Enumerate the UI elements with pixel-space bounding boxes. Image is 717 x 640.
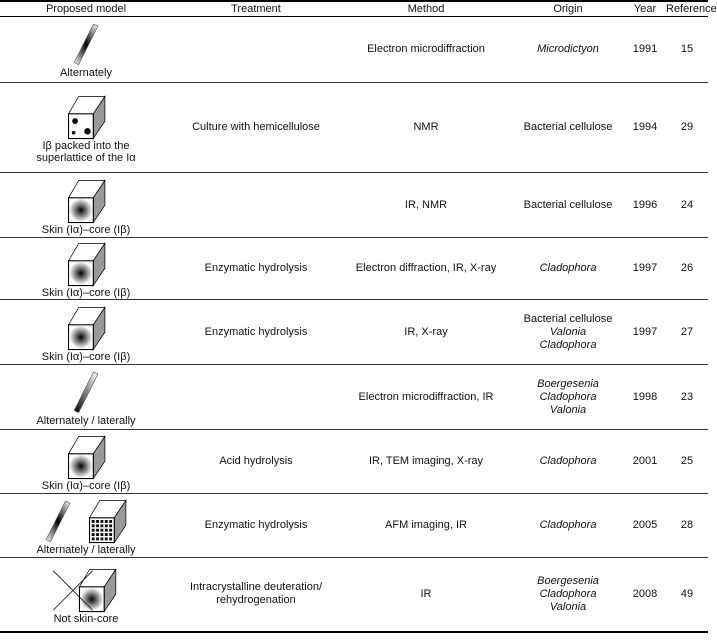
reference-cell: 25 [666, 430, 708, 494]
origin-item: Cladophora [539, 587, 597, 600]
treatment-cell: Acid hydrolysis [172, 430, 340, 494]
treatment-cell: Culture with hemicellulose [172, 83, 340, 173]
origin-item: Boergesenia [537, 377, 599, 390]
model-label: Iβ packed into the [42, 140, 130, 152]
proposed-model-cell [0, 83, 172, 173]
origin-item: Bacterial cellulose [523, 121, 613, 133]
microfibril-dots-icon [64, 92, 108, 140]
table-row [0, 430, 708, 494]
proposed-model-cell [0, 494, 172, 558]
year-cell: 1996 [624, 173, 666, 238]
model-label: Skin (Iα)–core (Iβ) [41, 223, 131, 236]
grid-microfibril-icon [85, 496, 129, 544]
method-cell: Electron diffraction, IR, X-ray [340, 238, 512, 300]
table-row [0, 83, 708, 173]
table-row [0, 300, 708, 365]
alternating-strip-icon [43, 498, 73, 544]
model-label: Not skin-core [53, 612, 119, 625]
method-cell: IR, X-ray [340, 300, 512, 365]
method-cell: Electron microdiffraction, IR [340, 365, 512, 430]
reference-cell: 28 [666, 494, 708, 558]
reference-cell: 29 [666, 83, 708, 173]
origin-item: Cladophora [539, 455, 597, 467]
method-cell: Electron microdiffraction [340, 17, 512, 83]
reference-cell: 49 [666, 558, 708, 632]
not-skin-core-icon [46, 565, 126, 613]
skin-core-microfibril-icon [64, 239, 108, 287]
method-cell: NMR [340, 83, 512, 173]
treatment-cell: Enzymatic hydrolysis [172, 300, 340, 365]
year-cell: 2005 [624, 494, 666, 558]
reference-cell: 15 [666, 17, 708, 83]
reference-cell: 27 [666, 300, 708, 365]
year-cell: 1997 [624, 238, 666, 300]
origin-cell [512, 83, 624, 173]
model-label: superlattice of the Iα [36, 152, 136, 164]
table-row [0, 173, 708, 238]
model-label: Skin (Iα)–core (Iβ) [41, 480, 131, 492]
model-label: Alternately [60, 67, 112, 79]
year-cell: 1998 [624, 365, 666, 430]
table-row [0, 17, 708, 83]
origin-item: Valonia [549, 403, 587, 416]
origin-item: Bacterial cellulose [523, 312, 613, 325]
origin-cell [512, 558, 624, 632]
proposed-model-cell [0, 17, 172, 83]
proposed-model-cell [0, 300, 172, 365]
table-row [0, 558, 708, 632]
origin-item: Cladophora [539, 262, 597, 274]
origin-item: Valonia [549, 325, 587, 338]
header-origin: Origin [512, 1, 624, 17]
model-label: Alternately / laterally [36, 544, 136, 556]
year-cell: 1997 [624, 300, 666, 365]
header-treatment: Treatment [172, 1, 340, 17]
treatment-cell: Intracrystalline deuteration/ rehydrogenation [172, 558, 340, 632]
treatment-cell [172, 365, 340, 430]
header-proposed-model: Proposed model [0, 1, 172, 17]
model-label: Skin (Iα)–core (Iβ) [41, 350, 131, 363]
skin-core-microfibril-icon [64, 303, 108, 351]
origin-cell [512, 430, 624, 494]
origin-cell [512, 238, 624, 300]
year-cell: 2008 [624, 558, 666, 632]
skin-core-microfibril-icon [64, 432, 108, 480]
reference-cell: 23 [666, 365, 708, 430]
proposed-model-cell [0, 173, 172, 238]
treatment-cell: Enzymatic hydrolysis [172, 494, 340, 558]
reference-cell: 24 [666, 173, 708, 238]
origin-item: Cladophora [539, 519, 597, 531]
method-cell: IR, NMR [340, 173, 512, 238]
proposed-model-cell [0, 365, 172, 430]
origin-cell [512, 494, 624, 558]
treatment-cell [172, 173, 340, 238]
header-row [0, 1, 708, 17]
header-reference: Reference [666, 2, 717, 15]
origin-cell [512, 17, 624, 83]
table-row [0, 238, 708, 300]
origin-item: Valonia [549, 600, 587, 613]
year-cell: 2001 [624, 430, 666, 494]
skin-core-microfibril-icon [64, 176, 108, 224]
origin-item: Bacterial cellulose [523, 198, 613, 211]
method-cell: IR, TEM imaging, X-ray [340, 430, 512, 494]
origin-item: Boergesenia [537, 574, 599, 587]
origin-item: Microdictyon [537, 43, 599, 55]
origin-cell [512, 365, 624, 430]
reference-cell: 26 [666, 238, 708, 300]
table-row [0, 494, 708, 558]
year-cell: 1991 [624, 17, 666, 83]
model-label: Alternately / laterally [36, 414, 136, 427]
origin-cell [512, 300, 624, 365]
alternating-strip-icon [71, 369, 101, 415]
treatment-cell: Enzymatic hydrolysis [172, 238, 340, 300]
proposed-model-cell [0, 430, 172, 494]
origin-item: Cladophora [539, 338, 597, 351]
method-cell: AFM imaging, IR [340, 494, 512, 558]
header-year: Year [624, 1, 666, 17]
proposed-model-cell [0, 238, 172, 300]
alternating-strip-icon [71, 21, 101, 67]
table-row [0, 365, 708, 430]
origin-item: Cladophora [539, 390, 597, 403]
proposed-model-cell [0, 558, 172, 632]
origin-cell [512, 173, 624, 238]
method-cell: IR [340, 558, 512, 632]
treatment-cell [172, 17, 340, 83]
year-cell: 1994 [624, 83, 666, 173]
model-label: Skin (Iα)–core (Iβ) [41, 287, 131, 299]
header-method: Method [340, 1, 512, 17]
